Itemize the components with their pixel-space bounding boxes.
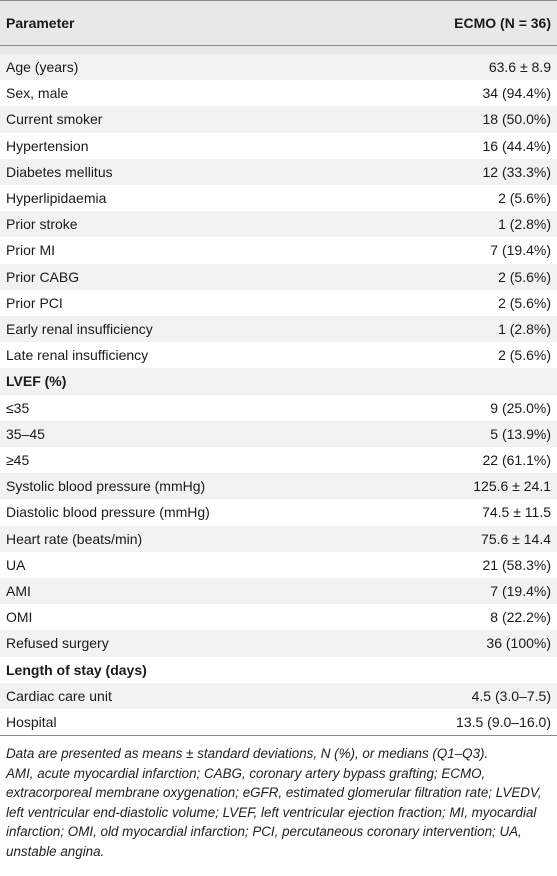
- parameter-value: 125.6 ± 24.1: [473, 478, 551, 495]
- section-label: Length of stay (days): [6, 661, 147, 678]
- parameter-value: 2 (5.6%): [498, 190, 551, 207]
- parameter-value: 74.5 ± 11.5: [482, 504, 551, 521]
- table-footnotes: [0, 736, 557, 861]
- parameter-label: 35–45: [6, 425, 45, 442]
- parameter-label: Sex, male: [6, 85, 69, 102]
- table-row: [0, 709, 557, 736]
- parameter-value: 63.6 ± 8.9: [488, 59, 551, 75]
- table-row: [0, 159, 557, 185]
- parameter-label: Prior MI: [6, 242, 55, 259]
- parameter-label: Late renal insufficiency: [6, 347, 149, 364]
- header-row: [0, 1, 557, 46]
- table-row: [0, 185, 557, 211]
- parameter-value: 9 (25.0%): [490, 399, 551, 416]
- parameter-value: 1 (2.8%): [498, 321, 551, 338]
- parameter-value: 7 (19.4%): [490, 583, 551, 600]
- table-row: [0, 499, 557, 525]
- parameter-label: Current smoker: [6, 111, 103, 128]
- table-header: [0, 1, 557, 55]
- parameter-value: 1 (2.8%): [498, 216, 551, 233]
- parameter-label: Age (years): [6, 59, 79, 75]
- parameter-label: AMI: [6, 583, 31, 600]
- table-body: [0, 54, 557, 736]
- section-header-row: [0, 657, 557, 683]
- parameter-label: Hypertension: [6, 137, 89, 154]
- table-row: [0, 447, 557, 473]
- parameter-label: UA: [6, 556, 26, 573]
- parameter-value: 5 (13.9%): [490, 425, 551, 442]
- parameter-label: Prior PCI: [6, 294, 63, 311]
- parameter-label: Prior CABG: [6, 268, 80, 285]
- table-row: [0, 237, 557, 263]
- parameter-label: Prior stroke: [6, 216, 78, 233]
- header-parameter: Parameter: [0, 1, 382, 46]
- parameter-label: Diastolic blood pressure (mmHg): [6, 504, 210, 521]
- parameter-value: 75.6 ± 14.4: [481, 530, 551, 547]
- section-header-row: [0, 368, 557, 394]
- table-row: [0, 578, 557, 604]
- parameter-value: 22 (61.1%): [482, 452, 551, 469]
- parameter-value: 2 (5.6%): [498, 294, 551, 311]
- table-row: [0, 133, 557, 159]
- table-row: [0, 290, 557, 316]
- table-row: [0, 211, 557, 237]
- parameter-value: 13.5 (9.0–16.0): [382, 709, 557, 736]
- parameter-label: Diabetes mellitus: [6, 163, 113, 180]
- parameter-value: 18 (50.0%): [482, 111, 551, 128]
- parameter-label: OMI: [6, 609, 33, 626]
- parameter-value: 12 (33.3%): [482, 163, 551, 180]
- footnote-data-presentation: Data are presented as means ± standard deviations, N (%), or medians (Q1–Q3).: [6, 746, 489, 762]
- parameter-label: Hospital: [0, 709, 382, 736]
- parameter-value: 36 (100%): [486, 635, 551, 652]
- parameter-value: 2 (5.6%): [498, 268, 551, 285]
- table-row: [0, 316, 557, 342]
- table-row: [0, 473, 557, 499]
- footnote-abbreviations: AMI, acute myocardial infarction; CABG, coronary artery bypass grafting; ECMO, extracorporeal membrane oxygenation; eGFR, estimated glomerular filtration rate; LVEDV, left ventricular end-diastolic volume; LVEF, left ventricular ejection fraction; MI, myocardial infarction; OMI, old myocardial infarction; PCI, percutaneous coronary intervention; UA, unstable angina.: [6, 765, 542, 859]
- parameter-label: Early renal insufficiency: [6, 321, 153, 338]
- parameter-label: ≤35: [6, 399, 30, 416]
- parameter-value: [382, 368, 557, 394]
- header-spacer: [0, 46, 557, 55]
- parameter-value: 7 (19.4%): [490, 242, 551, 259]
- table-row: [0, 106, 557, 132]
- parameter-label: ≥45: [6, 452, 30, 469]
- parameter-value: 16 (44.4%): [482, 137, 551, 154]
- table-row: [0, 552, 557, 578]
- parameter-value: 34 (94.4%): [482, 85, 551, 102]
- table-row: [0, 395, 557, 421]
- table-row: [0, 630, 557, 656]
- table-row: [0, 526, 557, 552]
- table-row: [0, 342, 557, 368]
- parameter-value: 2 (5.6%): [498, 347, 551, 364]
- parameter-label: Cardiac care unit: [6, 687, 112, 704]
- parameter-label: Hyperlipidaemia: [6, 190, 107, 207]
- header-ecmo-group: ECMO (N = 36): [382, 1, 557, 46]
- parameter-value: [382, 657, 557, 683]
- parameter-label: Refused surgery: [6, 635, 109, 652]
- parameter-label: Systolic blood pressure (mmHg): [6, 478, 206, 495]
- table-row: [0, 683, 557, 709]
- parameter-value: 21 (58.3%): [482, 556, 551, 573]
- parameter-value: 8 (22.2%): [490, 609, 551, 626]
- parameter-value: 4.5 (3.0–7.5): [471, 687, 551, 704]
- table-row: [0, 264, 557, 290]
- table-row: [0, 80, 557, 106]
- table-row: [0, 421, 557, 447]
- table-row: [0, 54, 557, 80]
- section-label: LVEF (%): [6, 373, 67, 390]
- table-row: [0, 604, 557, 630]
- parameter-label: Heart rate (beats/min): [6, 530, 143, 547]
